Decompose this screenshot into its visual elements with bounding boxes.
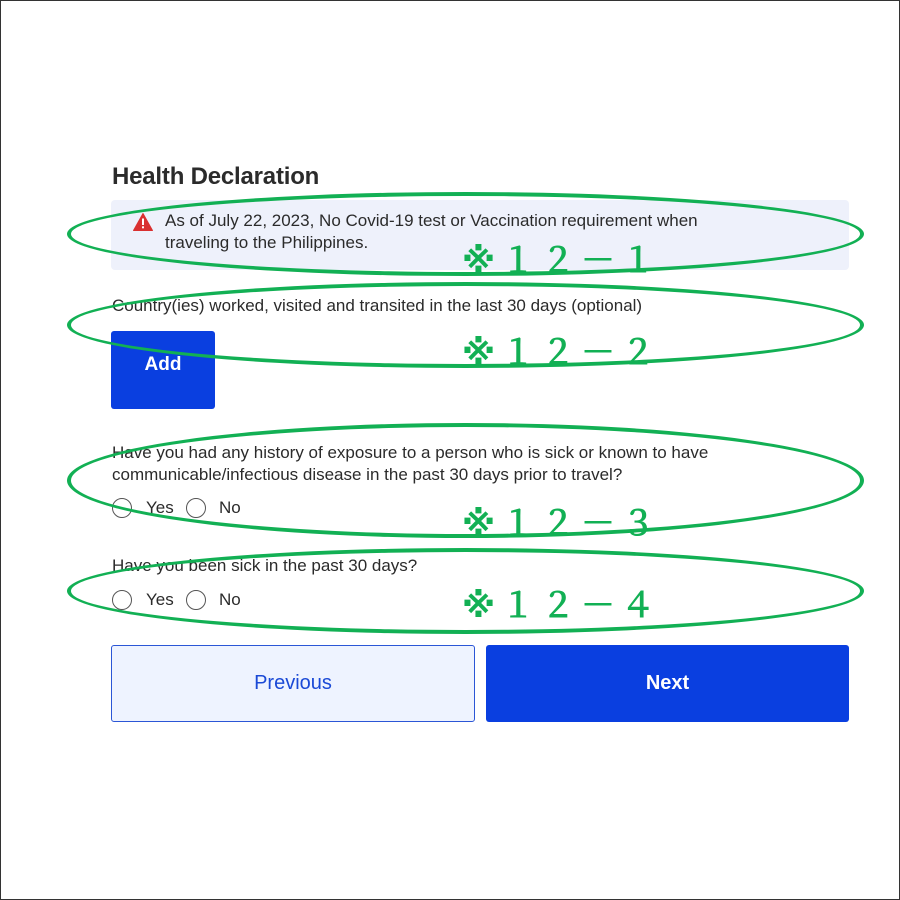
next-button[interactable]: Next	[486, 645, 849, 722]
sick-yes-label[interactable]: Yes	[146, 590, 174, 609]
info-alert	[111, 200, 849, 270]
sick-yes-radio[interactable]	[112, 590, 132, 610]
sick-no-radio[interactable]	[186, 590, 206, 610]
alert-line-2: traveling to the Philippines.	[165, 233, 369, 252]
exposure-no-label[interactable]: No	[219, 498, 241, 517]
add-button-label: Add	[144, 354, 182, 375]
exposure-question-line-2: communicable/infectious disease in the past 30 days prior to travel?	[112, 465, 623, 484]
annotation-label-2: ※１２－２	[462, 333, 662, 373]
exposure-yes-radio[interactable]	[112, 498, 132, 518]
sick-no-label[interactable]: No	[219, 590, 241, 609]
warning-triangle-icon	[133, 213, 153, 231]
add-country-button[interactable]	[111, 331, 215, 409]
previous-button[interactable]: Previous	[111, 645, 475, 722]
annotation-label-1: ※１２－１	[462, 241, 662, 281]
annotation-label-3: ※１２－３	[462, 504, 662, 544]
page-title: Health Declaration	[112, 163, 320, 190]
exposure-question	[112, 442, 708, 486]
annotation-label-4: ※１２－４	[462, 586, 662, 626]
sick-question: Have you been sick in the past 30 days?	[112, 556, 418, 575]
exposure-yes-label[interactable]: Yes	[146, 498, 174, 517]
alert-message	[165, 210, 805, 254]
exposure-question-line-1: Have you had any history of exposure to a person who is sick or known to have	[112, 443, 709, 462]
countries-label: Country(ies) worked, visited and transited in the last 30 days (optional)	[112, 296, 643, 315]
alert-line-1: As of July 22, 2023, No Covid-19 test or Vaccination requirement when	[165, 211, 698, 230]
exposure-no-radio[interactable]	[186, 498, 206, 518]
